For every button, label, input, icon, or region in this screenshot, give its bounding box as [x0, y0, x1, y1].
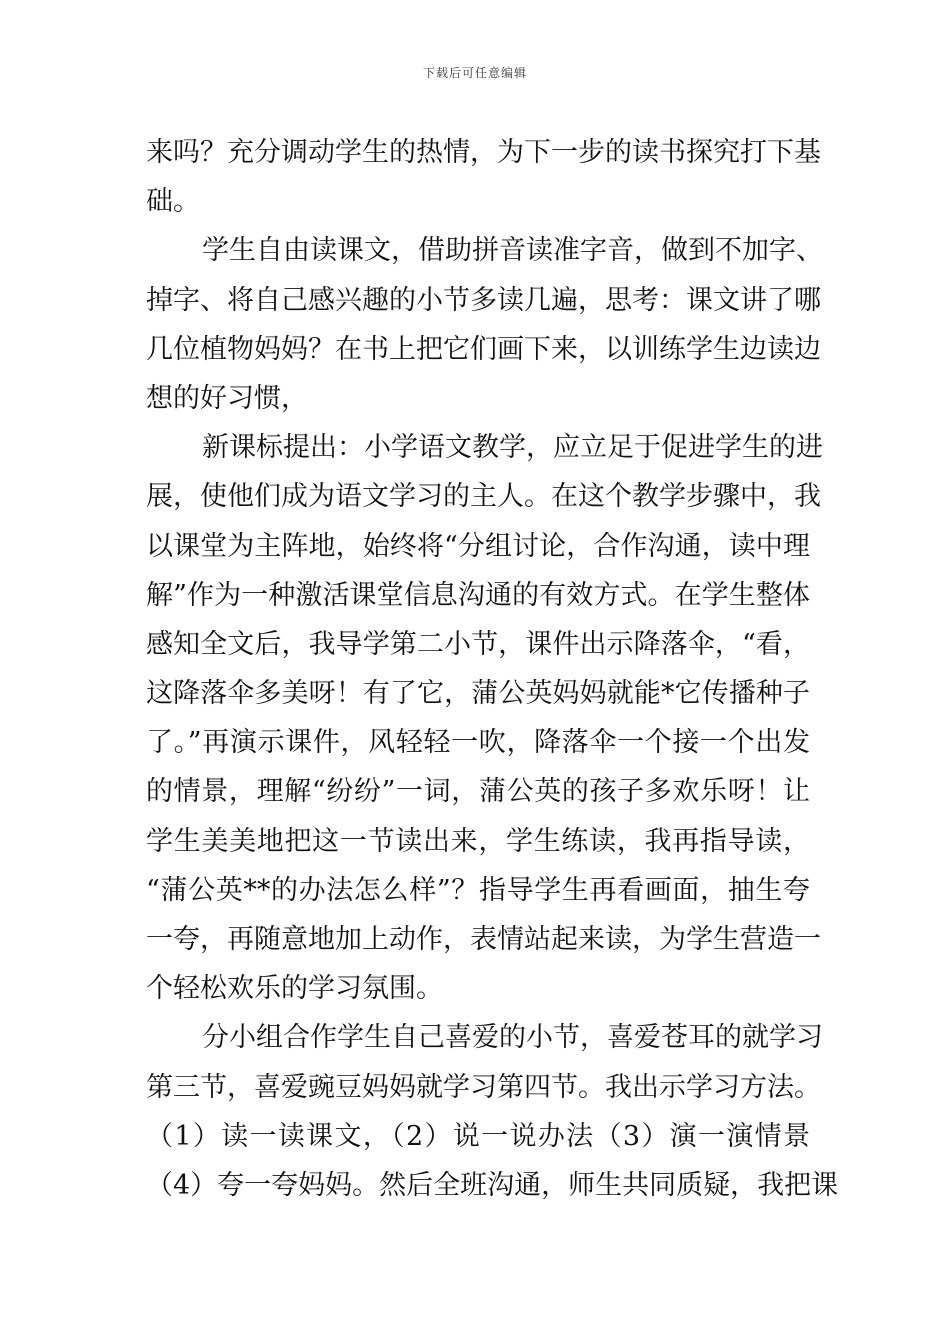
- text-line: 分小组合作学生自己喜爱的小节，喜爱苍耳的就学习: [202, 1022, 823, 1054]
- text-line: 解”作为一种激活课堂信息沟通的有效方式。在学生整体: [146, 579, 810, 611]
- text-line: 感知全文后，我导学第二小节，课件出示降落伞，“看，: [146, 628, 810, 660]
- text-line: 这降落伞多美呀！有了它，蒲公英妈妈就能*它传播种子: [146, 678, 810, 710]
- text-line: （4）夸一夸妈妈。然后全班沟通，师生共同质疑，我把课: [146, 1169, 839, 1201]
- text-line: 的情景，理解“纷纷”一词，蒲公英的孩子多欢乐呀！让: [146, 776, 810, 808]
- text-line: 学生自由读课文，借助拼音读准字音，做到不加字、: [202, 235, 823, 267]
- text-line: 个轻松欢乐的学习氛围。: [146, 973, 443, 1005]
- header-note: 下载后可任意编辑: [422, 66, 527, 80]
- text-line: “蒲公英**的办法怎么样”？指导学生再看画面，抽生夸: [146, 874, 810, 906]
- text-line: 一夸，再随意地加上动作，表情站起来读，为学生营造一: [146, 924, 821, 955]
- text-line: 几位植物妈妈？在书上把它们画下来，以训练学生边读边: [146, 333, 821, 365]
- text-line: 展，使他们成为语文学习的主人。在这个教学步骤中，我: [146, 481, 821, 513]
- text-line: 想的好习惯，: [146, 382, 308, 414]
- text-line: 第三节，喜爱豌豆妈妈就学习第四节。我出示学习方法。: [146, 1071, 821, 1103]
- text-line: 础。: [146, 186, 200, 218]
- text-line: 以课堂为主阵地，始终将“分组讨论，合作沟通，读中理: [146, 530, 810, 562]
- text-line: 了。”再演示课件，风轻轻一吹，降落伞一个接一个出发: [146, 727, 810, 759]
- text-line: 掉字、将自己感兴趣的小节多读几遍，思考：课文讲了哪: [146, 284, 821, 316]
- text-line: 来吗？充分调动学生的热情，为下一步的读书探究打下基: [146, 137, 821, 168]
- text-line: （1）读一读课文，（2）说一说办法（3）演一演情景: [146, 1120, 810, 1152]
- text-line: 学生美美地把这一节读出来，学生练读，我再指导读，: [146, 825, 810, 857]
- text-line: 新课标提出：小学语文教学，应立足于促进学生的进: [202, 432, 823, 464]
- body-text: [146, 128, 839, 1210]
